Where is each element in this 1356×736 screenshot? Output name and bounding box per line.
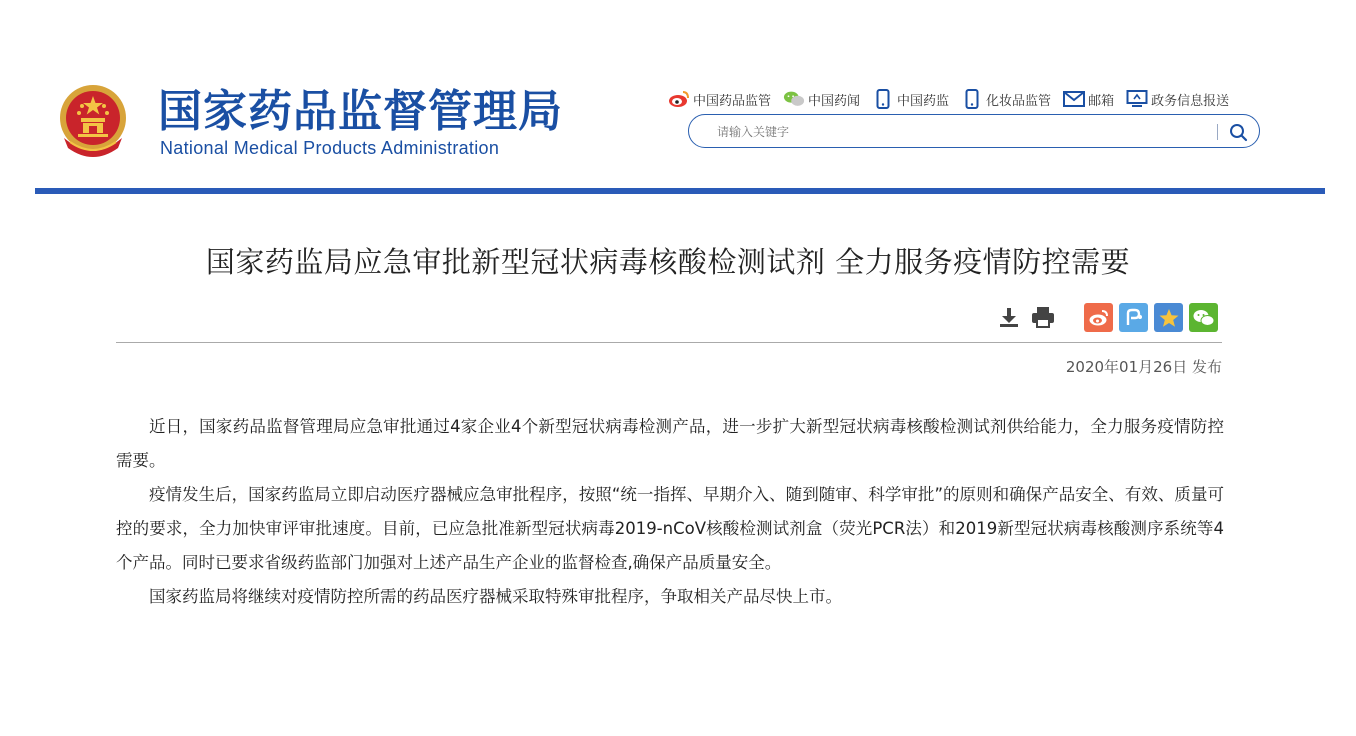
- link-mobile-app[interactable]: [872, 89, 949, 109]
- site-logo-title[interactable]: 国家药品监督管理局: [158, 86, 563, 137]
- link-cosmetics[interactable]: [961, 89, 1051, 109]
- search-box: [688, 114, 1260, 148]
- weibo-icon: [668, 89, 690, 109]
- publish-date: 2020年01月26日 发布: [1065, 358, 1222, 376]
- title-divider: [116, 342, 1222, 343]
- search-input[interactable]: [717, 123, 1197, 141]
- article-paragraph: 近日，国家药品监督管理局应急审批通过4家企业4个新型冠状病毒检测产品，进一步扩大新型冠状病毒核酸检测试剂供给能力，全力服务疫情防控需要。: [116, 417, 1224, 470]
- header-divider-bar: [35, 188, 1325, 194]
- link-mail[interactable]: [1063, 89, 1114, 109]
- link-weibo[interactable]: [668, 89, 771, 109]
- share-weibo-icon[interactable]: [1084, 303, 1113, 332]
- download-icon[interactable]: [996, 304, 1022, 330]
- mobile-icon: [872, 89, 894, 109]
- link-label: 中国药品监管: [693, 93, 772, 109]
- mobile-icon: [961, 89, 983, 109]
- article-title: 国家药监局应急审批新型冠状病毒核酸检测试剂 全力服务疫情防控需要: [205, 245, 1131, 279]
- article-tools: [996, 304, 1064, 330]
- link-label: 邮箱: [1088, 93, 1115, 109]
- site-logo-subtitle[interactable]: National Medical Products Administration: [160, 138, 500, 158]
- share-buttons: [1084, 303, 1224, 332]
- link-label: 中国药闻: [808, 93, 861, 109]
- mail-icon: [1063, 89, 1085, 109]
- article-paragraph: 疫情发生后，国家药监局立即启动医疗器械应急审批程序，按照“统一指挥、早期介入、随到随审、科学审批”的原则和确保产品安全、有效、质量可控的要求，全力加快审评审批速度。目前，已应急批准新型冠状病毒2019-nCoV核酸检测试剂盒（荧光PCR法）和2019新型冠状病毒核酸测序系统等4个产品。同时已要求省级药监部门加强对上述产品生产企业的监督检查,确保产品质量安全。: [116, 485, 1224, 572]
- wechat-icon: [783, 89, 805, 109]
- link-label: 政务信息报送: [1151, 93, 1230, 109]
- share-qzone-icon[interactable]: [1119, 303, 1148, 332]
- link-label: 化妆品监管: [986, 93, 1052, 109]
- link-wechat[interactable]: [783, 89, 860, 109]
- print-icon[interactable]: [1030, 304, 1056, 330]
- link-gov-report[interactable]: [1126, 89, 1229, 109]
- article-body: [116, 410, 1224, 614]
- search-divider: [1217, 124, 1218, 140]
- share-wechat-icon[interactable]: [1189, 303, 1218, 332]
- article-paragraph: 国家药监局将继续对疫情防控所需的药品医疗器械采取特殊审批程序，争取相关产品尽快上市。: [149, 587, 842, 606]
- top-links: [668, 88, 1241, 110]
- link-label: 中国药监: [897, 93, 950, 109]
- monitor-icon: [1126, 89, 1148, 109]
- site-header: [0, 0, 1356, 195]
- share-favorite-icon[interactable]: [1154, 303, 1183, 332]
- national-emblem-logo: [56, 82, 130, 160]
- search-icon[interactable]: [1227, 121, 1249, 143]
